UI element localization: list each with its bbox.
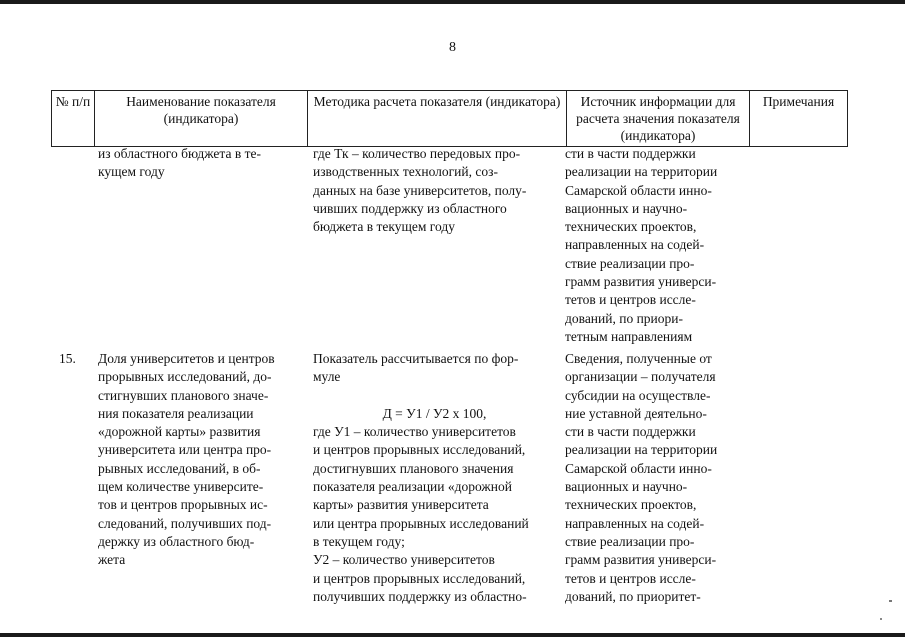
text-line: рывных исследований, в об-	[98, 460, 261, 476]
bottom-border-line	[0, 633, 905, 637]
page-number: 8	[449, 40, 456, 55]
text-line: направленных на содей-	[565, 515, 705, 531]
text-line: тетов и центров иссле-	[565, 570, 696, 586]
scan-speck	[880, 618, 882, 620]
text-line: или центра прорывных исследований	[313, 515, 529, 531]
text-line: «дорожной карты» развития	[98, 424, 261, 440]
information-source	[565, 350, 742, 606]
text-line: дований, по приоритет-	[565, 588, 701, 604]
text-line: данных на базе университетов, полу-	[313, 182, 527, 198]
top-border-line	[0, 0, 905, 4]
text-line: Сведения, полученные от	[565, 351, 712, 366]
text-line: и центров прорывных исследований,	[313, 570, 526, 586]
text-line: Самарской области инно-	[565, 460, 712, 476]
text-line: следований, получивших под-	[98, 515, 272, 531]
text-line: вационных и научно-	[565, 200, 688, 216]
text-line: организации – получателя	[565, 369, 716, 385]
text-line: карты» развития университета	[313, 497, 489, 513]
text-line: грамм развития универси-	[565, 552, 717, 568]
text-line: где У1 – количество университетов	[313, 424, 516, 440]
text-line: тетным направлениям	[565, 328, 693, 344]
text-line: прорывных исследований, до-	[98, 369, 272, 385]
text-line: в текущем году;	[313, 533, 405, 549]
continued-name	[98, 145, 301, 182]
text-line: достигнувших планового значения	[313, 460, 514, 476]
formula: Д = У1 / У2 х 100,	[382, 405, 487, 421]
text-line: ствие реализации про-	[565, 533, 695, 549]
text-line: дований, по приори-	[565, 310, 683, 326]
text-line: чивших поддержку из областного	[313, 200, 507, 216]
text-line: и центров прорывных исследований,	[313, 442, 526, 458]
text-line: университета или центра про-	[98, 442, 272, 458]
text-line: Доля университетов и центров	[98, 351, 275, 366]
header-name: Наименование показателя (индикатора)	[95, 91, 308, 147]
header-method: Методика расчета показателя (индикатора)	[308, 91, 567, 147]
indicator-table-header	[51, 90, 848, 147]
text-line: стигнувших планового значе-	[98, 387, 269, 403]
text-line: муле	[313, 369, 341, 385]
header-num: № п/п	[52, 91, 95, 147]
text-line: реализации на территории	[565, 442, 718, 458]
text-line: жета	[98, 552, 126, 568]
continued-source	[565, 145, 742, 346]
text-line: щем количестве университе-	[98, 479, 264, 495]
text-line: из областного бюджета в те-	[98, 146, 261, 161]
text-line: направленных на содей-	[565, 237, 705, 253]
text-line: тетов и центров иссле-	[565, 292, 696, 308]
text-line: технических проектов,	[565, 219, 697, 235]
text-line: вационных и научно-	[565, 479, 688, 495]
row-number: 15.	[59, 351, 76, 366]
text-line: Показатель рассчитывается по фор-	[313, 351, 519, 366]
text-line: реализации на территории	[565, 164, 718, 180]
text-line: субсидии на осуществле-	[565, 387, 711, 403]
text-line: ние уставной деятельно-	[565, 405, 707, 421]
text-line: ния показателя реализации	[98, 405, 254, 421]
text-line: ствие реализации про-	[565, 255, 695, 271]
text-line: У2 – количество университетов	[313, 552, 495, 568]
continued-method	[313, 145, 556, 236]
text-line: держку из областного бюд-	[98, 533, 255, 549]
text-line: технических проектов,	[565, 497, 697, 513]
header-source: Источник информации для расчета значения показателя (индикатора)	[567, 91, 750, 147]
text-line: тов и центров прорывных ис-	[98, 497, 268, 513]
text-line: где Тк – количество передовых про-	[313, 146, 521, 161]
text-line: сти в части поддержки	[565, 146, 696, 161]
text-line: кущем году	[98, 164, 165, 180]
scan-speck	[889, 600, 892, 602]
text-line: показателя реализации «дорожной	[313, 479, 512, 495]
text-line: сти в части поддержки	[565, 424, 696, 440]
text-line: грамм развития универси-	[565, 274, 717, 290]
text-line: бюджета в текущем году	[313, 219, 455, 235]
text-line: получивших поддержку из областно-	[313, 588, 527, 604]
calculation-method	[313, 350, 556, 606]
indicator-name	[98, 350, 301, 570]
blank-line	[313, 387, 556, 405]
header-notes: Примечания	[750, 91, 848, 147]
text-line: Самарской области инно-	[565, 182, 712, 198]
text-line: изводственных технологий, соз-	[313, 164, 498, 180]
